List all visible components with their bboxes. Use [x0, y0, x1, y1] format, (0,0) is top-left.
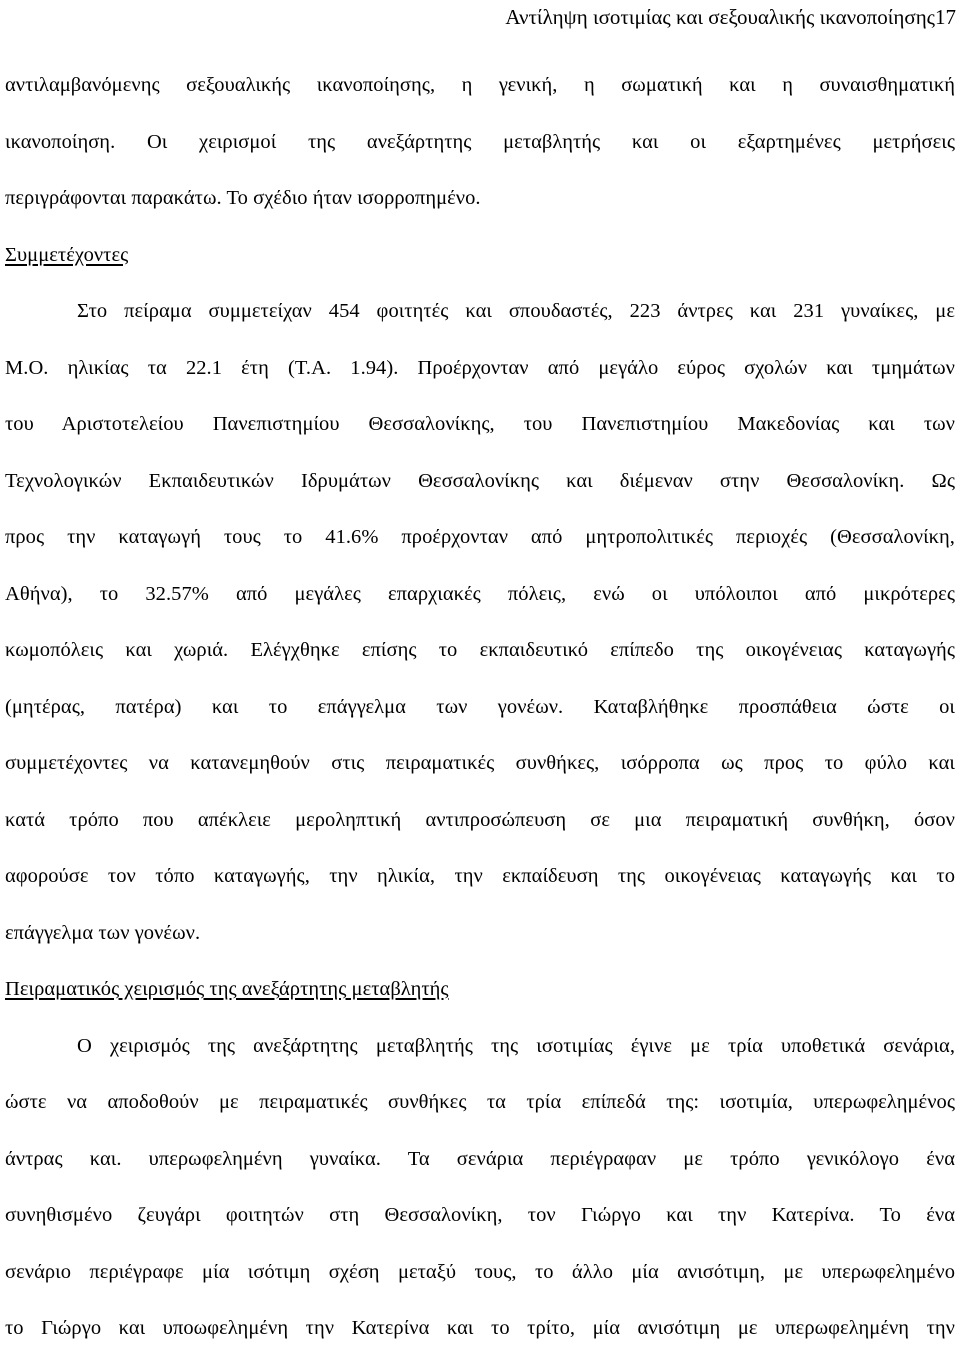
text-line: Στο πείραμα συμμετείχαν 454 φοιτητές και σπουδαστές, 223 άντρες και 231 γυναίκες, με [77, 300, 955, 322]
text-line: κωμοπόλεις και χωριά. Ελέγχθηκε επίσης το εκπαιδευτικό επίπεδο της οικογένειας καταγωγής [5, 639, 955, 661]
text-line: Αθήνα), το 32.57% από μεγάλες επαρχιακές πόλεις, ενώ οι υπόλοιποι από μικρότερες [5, 582, 955, 605]
text-line: συμμετέχοντες να κατανεμηθούν στις πειραματικές συνθήκες, ισόρροπα ως προς το φύλο και [5, 752, 955, 774]
page-number: 17 [935, 5, 956, 29]
text-line: ώστε να αποδοθούν με πειραματικές συνθήκες τα τρία επίπεδά της: ισοτιμία, υπερωφελημένος [5, 1091, 955, 1113]
text-line: αντιλαμβανόμενης σεξουαλικής ικανοποίησης, η γενική, η σωματική και η συναισθηματική [5, 74, 955, 96]
section-heading-participants: Συμμετέχοντες [5, 243, 129, 266]
text-line: κατά τρόπο που απέκλειε μεροληπτική αντιπροσώπευση σε μια πειραματική συνθήκη, όσον [5, 808, 955, 831]
text-line: Ο χειρισμός της ανεξάρτητης μεταβλητής της ισοτιμίας έγινε με τρία υποθετικά σενάρια, [77, 1034, 955, 1057]
section-heading-manipulation: Πειραματικός χειρισμός της ανεξάρτητης μεταβλητής [5, 978, 449, 1000]
text-line: Μ.Ο. ηλικίας τα 22.1 έτη (Τ.Α. 1.94). Προέρχονταν από μεγάλο εύρος σχολών και τμημάτων [5, 356, 955, 379]
text-line: αφορούσε τον τόπο καταγωγής, την ηλικία, την εκπαίδευση της οικογένειας καταγωγής και το [5, 865, 955, 887]
text-line: άντρας και. υπερωφελημένη γυναίκα. Τα σενάρια περιέγραφαν με τρόπο γενικόλογο ένα [5, 1147, 955, 1170]
text-line: προς την καταγωγή τους το 41.6% προέρχονταν από μητροπολιτικές περιοχές (Θεσσαλονίκη, [5, 526, 955, 548]
running-header [505, 2, 956, 32]
document-body [5, 67, 955, 1367]
text-line: ικανοποίηση. Οι χειρισμοί της ανεξάρτητης μεταβλητής και οι εξαρτημένες μετρήσεις [5, 130, 955, 153]
text-line: του Αριστοτελείου Πανεπιστημίου Θεσσαλονίκης, του Πανεπιστημίου Μακεδονίας και των [5, 413, 955, 435]
text-line: σενάριο περιέγραφε μία ισότιμη σχέση μεταξύ τους, το άλλο μία ανισότιμη, με υπερωφελημένο [5, 1260, 955, 1283]
running-title: Αντίληψη ισοτιμίας και σεξουαλικής ικανοποίησης [505, 5, 935, 29]
text-line: (μητέρας, πατέρα) και το επάγγελμα των γονέων. Καταβλήθηκε προσπάθεια ώστε οι [5, 695, 955, 718]
text-line: περιγράφονται παρακάτω. Το σχέδιο ήταν ισορροπημένο. [5, 187, 481, 209]
text-line: Τεχνολογικών Εκπαιδευτικών Ιδρυμάτων Θεσσαλονίκης και διέμεναν στην Θεσσαλονίκη. Ως [5, 469, 955, 492]
text-line: το Γιώργο και υποωφελημένη την Κατερίνα και το τρίτο, μία ανισότιμη με υπερωφελημένη την [5, 1317, 955, 1339]
text-line: επάγγελμα των γονέων. [5, 921, 201, 944]
text-line: συνηθισμένο ζευγάρι φοιτητών στη Θεσσαλονίκη, τον Γιώργο και την Κατερίνα. Το ένα [5, 1204, 955, 1226]
